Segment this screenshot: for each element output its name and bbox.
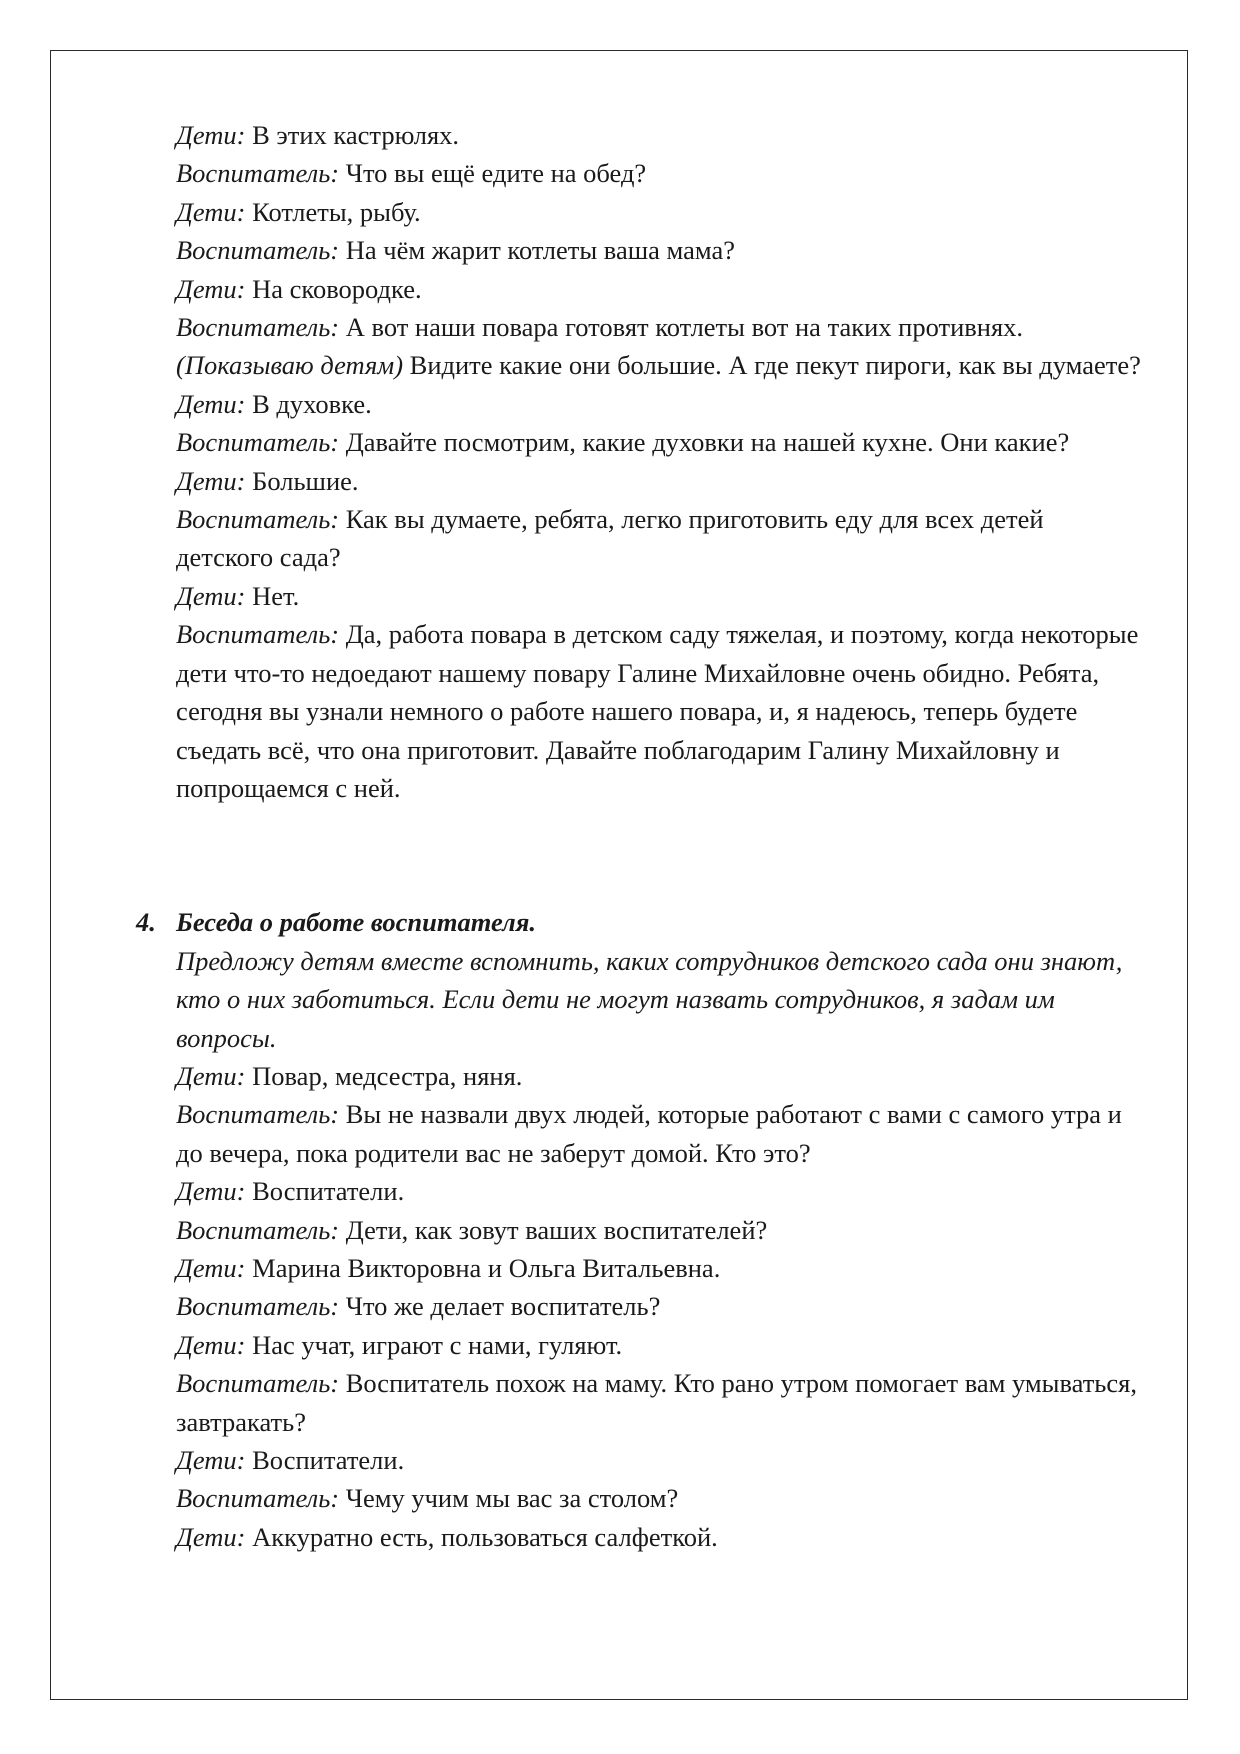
speaker-label: Дети: bbox=[176, 1060, 246, 1091]
document-body bbox=[136, 116, 1146, 1556]
speaker-label: Воспитатель: bbox=[176, 1368, 340, 1399]
dialogue-line bbox=[176, 116, 1146, 154]
dialogue-line bbox=[176, 1211, 1146, 1249]
dialogue-line bbox=[176, 154, 1146, 192]
replica-text: Воспитатели. bbox=[245, 1176, 405, 1207]
speaker-label: Воспитатель: bbox=[176, 235, 340, 266]
speaker-label: Дети: bbox=[176, 273, 246, 304]
replica-text: Дети, как зовут ваших воспитателей? bbox=[339, 1214, 768, 1245]
replica-text: Что вы ещё едите на обед? bbox=[339, 158, 647, 189]
speaker-label: Дети: bbox=[176, 465, 246, 496]
replica-text: Марина Викторовна и Ольга Витальевна. bbox=[245, 1252, 721, 1283]
speaker-label: Воспитатель: bbox=[176, 619, 340, 650]
dialogue-line bbox=[176, 231, 1146, 269]
replica-text: Видите какие они большие. А где пекут пироги, как вы думаете? bbox=[403, 350, 1141, 381]
replica-text: Как вы думаете, ребята, легко приготовить еду для всех детей детского сада? bbox=[176, 504, 1044, 573]
speaker-label: Дети: bbox=[176, 1329, 246, 1360]
dialogue-line bbox=[176, 1057, 1146, 1095]
dialogue-line bbox=[176, 1172, 1146, 1210]
speaker-label: Воспитатель: bbox=[176, 1214, 340, 1245]
speaker-label: Воспитатель: bbox=[176, 504, 340, 535]
section-number: 4. bbox=[136, 907, 156, 938]
speaker-label: Воспитатель: bbox=[176, 427, 340, 458]
dialogue-line bbox=[176, 270, 1146, 308]
replica-text: В духовке. bbox=[245, 388, 372, 419]
dialogue-line bbox=[176, 308, 1146, 385]
dialogue-line bbox=[176, 1287, 1146, 1325]
dialogue-line bbox=[176, 1249, 1146, 1287]
replica-text: На чём жарит котлеты ваша мама? bbox=[339, 235, 735, 266]
speaker-label: Воспитатель: bbox=[176, 312, 340, 343]
replica-text: Что же делает воспитатель? bbox=[339, 1291, 661, 1322]
speaker-label: Дети: bbox=[176, 1176, 246, 1207]
stage-direction: (Показываю детям) bbox=[176, 350, 404, 381]
dialogue-line bbox=[176, 615, 1146, 807]
dialogue-line bbox=[176, 1095, 1146, 1172]
replica-text: Чему учим мы вас за столом? bbox=[339, 1483, 679, 1514]
speaker-label: Дети: bbox=[176, 580, 246, 611]
speaker-label: Дети: bbox=[176, 1252, 246, 1283]
dialogue-line bbox=[176, 1479, 1146, 1517]
section-heading bbox=[136, 903, 1146, 941]
speaker-label: Дети: bbox=[176, 196, 246, 227]
dialogue-line bbox=[176, 1518, 1146, 1556]
speaker-label: Дети: bbox=[176, 1445, 246, 1475]
dialogue-line bbox=[176, 500, 1146, 577]
replica-text: Вы не назвали двух людей, которые работают с вами с самого утра и до вечера, пока родители вас не заберут домой. Кто это? bbox=[176, 1099, 1122, 1168]
speaker-label: Дети: bbox=[176, 388, 246, 419]
dialogue-line bbox=[176, 193, 1146, 231]
replica-text: Давайте посмотрим, какие духовки на нашей кухне. Они какие? bbox=[339, 427, 1070, 458]
dialogue-line bbox=[176, 385, 1146, 423]
dialogue-line bbox=[176, 1441, 1146, 1479]
replica-text: В этих кастрюлях. bbox=[245, 120, 460, 150]
replica-text: А вот наши повара готовят котлеты вот на таких противнях. bbox=[339, 312, 1024, 343]
replica-text: Нас учат, играют с нами, гуляют. bbox=[245, 1329, 623, 1360]
dialogue-line bbox=[176, 423, 1146, 461]
dialogue-line bbox=[176, 577, 1146, 615]
replica-text: Большие. bbox=[245, 465, 359, 496]
dialogue-line bbox=[176, 1364, 1146, 1441]
speaker-label: Воспитатель: bbox=[176, 1099, 340, 1130]
dialogue-line bbox=[176, 462, 1146, 500]
replica-text: Повар, медсестра, няня. bbox=[245, 1060, 523, 1091]
replica-text: Нет. bbox=[245, 580, 300, 611]
section-title: Беседа о работе воспитателя. bbox=[176, 907, 537, 938]
speaker-label: Дети: bbox=[176, 1521, 246, 1552]
speaker-label: Воспитатель: bbox=[176, 158, 340, 189]
speaker-label: Воспитатель: bbox=[176, 1291, 340, 1322]
speaker-label: Дети: bbox=[176, 120, 246, 150]
section-spacer bbox=[176, 807, 1146, 903]
replica-text: Котлеты, рыбу. bbox=[245, 196, 421, 227]
replica-text: Аккуратно есть, пользоваться салфеткой. bbox=[245, 1521, 718, 1552]
replica-text: На сковородке. bbox=[245, 273, 422, 304]
section-intro: Предложу детям вместе вспомнить, каких сотрудников детского сада они знают, кто о них заботиться. Если дети не могут назвать сотрудников, я задам им вопросы. bbox=[176, 945, 1123, 1053]
replica-text: Воспитатели. bbox=[245, 1445, 405, 1475]
replica-text: Да, работа повара в детском саду тяжелая, и поэтому, когда некоторые дети что-то недоедают нашему повару Галине Михайловне очень обидно. Ребята, сегодня вы узнали немного о работе нашего повара, и, я надеюсь, теперь будете съедать всё, что она приготовит. Давайте поблагодарим Галину Михайловну и попрощаемся с ней. bbox=[176, 619, 1139, 803]
speaker-label: Воспитатель: bbox=[176, 1483, 340, 1514]
replica-text: Воспитатель похож на маму. Кто рано утром помогает вам умываться, завтракать? bbox=[176, 1368, 1137, 1437]
dialogue-line bbox=[176, 1326, 1146, 1364]
